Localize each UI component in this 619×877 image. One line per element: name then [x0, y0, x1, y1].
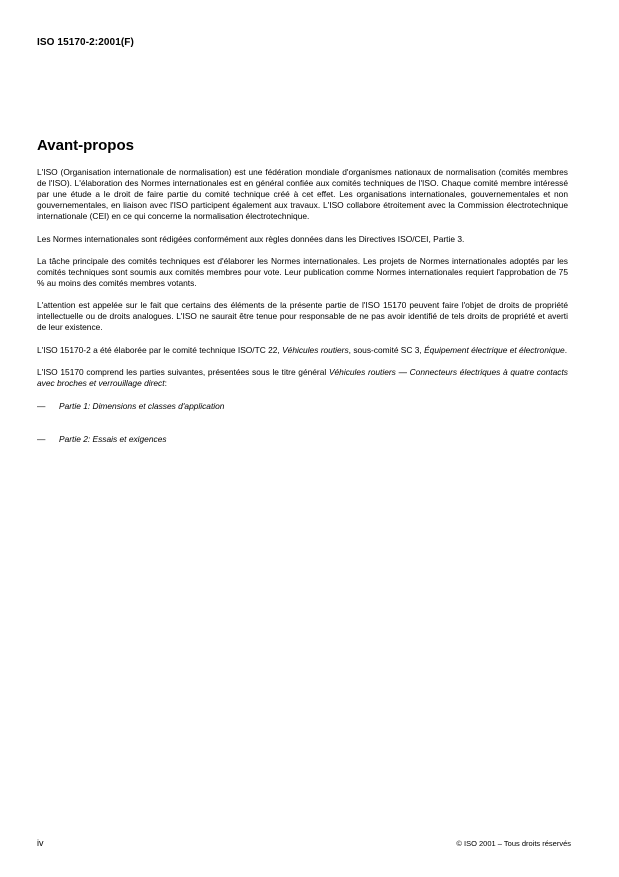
- prepared-by-text-3: .: [564, 344, 568, 355]
- list-item-text: Partie 2: Essais et exigences: [59, 433, 167, 444]
- prepared-by-italic-2: Équipement électrique et électronique: [424, 344, 565, 355]
- paragraph-parts-intro: [37, 367, 568, 389]
- paragraph-patent-rights: L'attention est appelée sur le fait que certains des éléments de la présente partie de l'ISO 15170 peuvent faire l'objet de droits de propriété intellectuelle ou de droits analogues. L'ISO ne saurait être tenue pour responsable de ne pas avoir identifié de tels droits de propriété et averti de leur existence.: [37, 300, 568, 333]
- list-dash: —: [37, 433, 46, 444]
- parts-intro-text-1: L'ISO 15170 comprend les parties suivantes, présentées sous le titre général: [37, 366, 329, 377]
- list-item: [37, 401, 568, 412]
- list-item: [37, 434, 568, 445]
- parts-intro-text-2: :: [164, 377, 167, 388]
- document-id: ISO 15170-2:2001(F): [37, 37, 134, 48]
- list-item-text: Partie 1: Dimensions et classes d'application: [59, 400, 225, 411]
- paragraph-prepared-by: [37, 345, 568, 356]
- parts-intro-italic: Véhicules routiers — Connecteurs électriques à quatre contacts avec broches et verrouillage direct: [37, 366, 568, 388]
- list-dash: —: [37, 400, 46, 411]
- prepared-by-text-2: , sous-comité SC 3,: [348, 344, 425, 355]
- paragraph-committee-tasks: La tâche principale des comités techniques est d'élaborer les Normes internationales. Les projets de Normes internationales adoptés par les comités techniques sont soumis aux comités membres pour vote. Leur publication comme Normes internationales requiert l'approbation de 75 % au moins des comités membres votants.: [37, 255, 568, 288]
- page-number: iv: [37, 838, 44, 848]
- section-title: Avant-propos: [37, 137, 134, 154]
- prepared-by-italic-1: Véhicules routiers: [282, 344, 349, 355]
- copyright-notice: © ISO 2001 – Tous droits réservés: [456, 839, 571, 848]
- foreword-body: [37, 167, 568, 467]
- paragraph-directives: Les Normes internationales sont rédigées conformément aux règles données dans les Directives ISO/CEI, Partie 3.: [37, 233, 465, 244]
- prepared-by-text-1: L'ISO 15170-2 a été élaborée par le comité technique ISO/TC 22,: [37, 344, 283, 355]
- paragraph-iso-organisation: L'ISO (Organisation internationale de normalisation) est une fédération mondiale d'organismes nationaux de normalisation (comités membres de l'ISO). L'élaboration des Normes internationales est en général confiée aux comités techniques de l'ISO. Chaque comité membre intéressé par une étude a le droit de faire partie du comité technique créé à cet effet. Les organisations internationales, gouvernementales et non gouvernementales, en liaison avec l'ISO participent également aux travaux. L'ISO collabore étroitement avec la Commission électrotechnique internationale (CEI) en ce qui concerne la normalisation électrotechnique.: [37, 167, 568, 222]
